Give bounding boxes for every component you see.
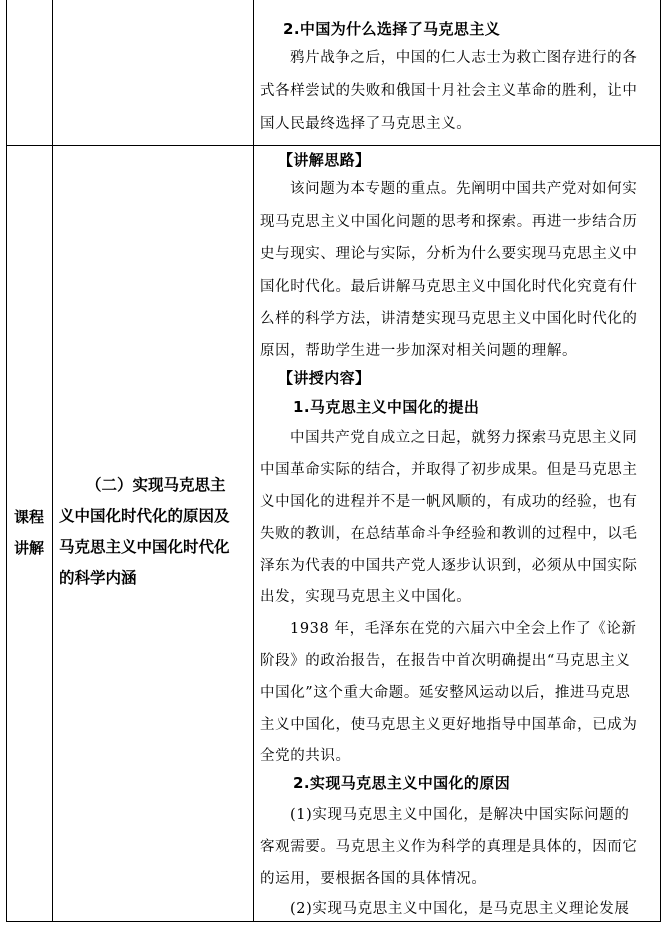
section1-line: 义中国化的进程并不是一帆风顺的，有成功的经验，也有 [260, 494, 638, 510]
section1-line: 中国革命实际的结合，并取得了初步成果。但是马克思主 [260, 462, 638, 478]
row1-paragraph-line: 鸦片战争之后，中国的仁人志士为救亡图存进行的各 [290, 50, 638, 66]
section2-line: 客观需要。马克思主义作为科学的真理是具体的，因而它 [260, 839, 638, 855]
topic-title-line: 的科学内涵 [59, 569, 137, 587]
content-heading: 【讲授内容】 [278, 369, 371, 387]
section1-line: 失败的教训，在总结革命斗争经验和教训的过程中，以毛 [260, 526, 638, 542]
row1-paragraph-line: 国人民最终选择了马克思主义。 [260, 116, 472, 132]
category-cell [6, 146, 52, 921]
section1-line: 出发，实现马克思主义中国化。 [260, 589, 472, 605]
category-label-line: 讲解 [13, 539, 44, 557]
row1-paragraph-line: 式各样尝试的失败和俄国十月社会主义革命的胜利，让中 [260, 83, 638, 99]
row1-heading: 2.中国为什么选择了马克思主义 [283, 20, 501, 38]
topic-title-line: 马克思主义中国化时代化 [59, 538, 230, 556]
approach-line: 原因，帮助学生进一步加深对相关问题的理解。 [260, 343, 578, 359]
section1-line: 1938 年，毛泽东在党的六届六中全会上作了《论新 [290, 621, 637, 637]
topic-title-line: （二）实现马克思主 [86, 476, 226, 494]
section2-line: (2)实现马克思主义中国化，是马克思主义理论发展 [290, 901, 630, 917]
topic-title-line: 义中国化时代化的原因及 [59, 507, 230, 525]
section1-line: 中国化”这个重大命题。延安整风运动以后，推进马克思 [260, 685, 631, 701]
section1-heading: 1.马克思主义中国化的提出 [293, 398, 480, 416]
approach-line: 么样的科学方法，讲清楚实现马克思主义中国化时代化的 [260, 311, 638, 327]
section1-line: 主义中国化，使马克思主义更好地指导中国革命，已成为 [260, 717, 638, 733]
approach-heading: 【讲解思路】 [278, 151, 371, 169]
approach-line: 史与现实、理论与实际，分析为什么要实现马克思主义中 [260, 246, 638, 262]
lesson-table [6, 0, 661, 922]
section1-line: 泽东为代表的中国共产党人逐步认识到，必须从中国实际 [260, 558, 638, 574]
approach-line: 现马克思主义中国化问题的思考和探索。再进一步结合历 [260, 214, 638, 230]
section2-heading: 2.实现马克思主义中国化的原因 [293, 774, 511, 792]
lecture-content-cell [254, 146, 660, 921]
row1-content-cell [253, 0, 660, 145]
section2-line: 的运用，要根据各国的具体情况。 [260, 871, 487, 887]
table-border-right [660, 0, 661, 922]
section2-line: (1)实现马克思主义中国化，是解决中国实际问题的 [290, 807, 630, 823]
category-label-line: 课程 [13, 508, 44, 526]
section1-line: 阶段》的政治报告，在报告中首次明确提出“马克思主义 [260, 653, 631, 669]
section1-line: 中国共产党自成立之日起，就努力探索马克思主义同 [290, 430, 638, 446]
topic-cell [53, 146, 253, 921]
table-border-bottom [6, 921, 661, 922]
section1-line: 全党的共识。 [260, 748, 351, 764]
approach-line: 国化时代化。最后讲解马克思主义中国化时代化究竟有什 [260, 279, 638, 295]
approach-line: 该问题为本专题的重点。先阐明中国共产党对如何实 [290, 181, 638, 197]
